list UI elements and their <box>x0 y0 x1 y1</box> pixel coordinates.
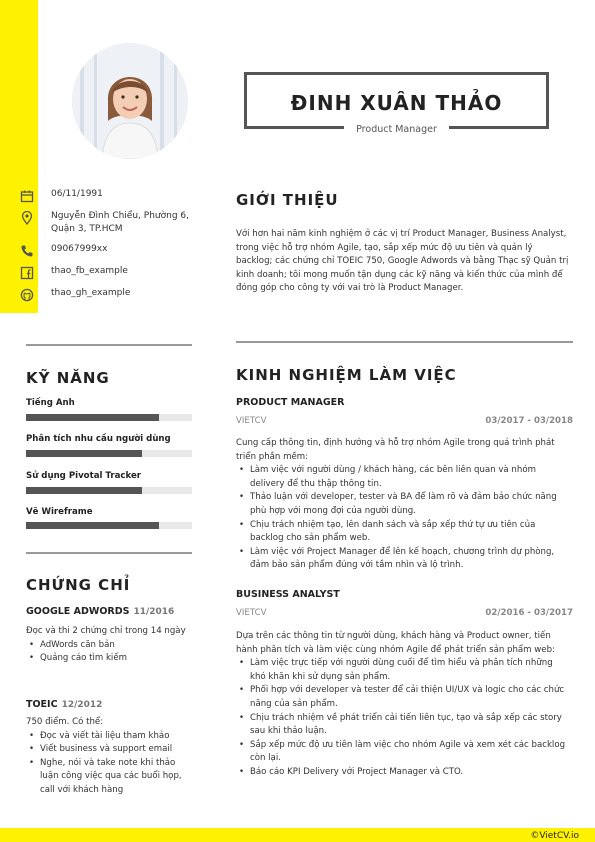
list-item: • Báo cáo KPI Delivery với Project Manager và CTO. <box>236 766 570 780</box>
list-item: • Làm việc trực tiếp với người dùng cuối để tìm hiểu và phân tích những khó khăn khi sử dụng sản phẩm. <box>236 657 570 684</box>
job-title: BUSINESS ANALYST <box>236 589 340 600</box>
candidate-role: Product Manager <box>344 124 449 135</box>
footer-brand: ©VietCV.io <box>530 831 579 841</box>
job-body <box>236 437 570 573</box>
skills-heading: KỸ NĂNG <box>26 369 110 387</box>
list-item: • Đọc và viết tài liệu tham khảo <box>26 730 196 744</box>
cert-body <box>26 625 192 666</box>
skill-bar <box>26 522 192 529</box>
cert-name: TOEIC <box>26 699 58 710</box>
skill-label: Sử dụng Pivotal Tracker <box>26 471 142 481</box>
list-item: • Chịu trách nhiệm về phát triển cải tiến liên tục, tạo và sắp xếp các story sau khi thảo luận. <box>236 712 570 739</box>
contact-item-facebook[interactable] <box>20 265 200 280</box>
contact-list <box>20 188 200 309</box>
cert-title <box>26 699 102 710</box>
list-item: • Sắp xếp mức độ ưu tiên làm việc cho nhóm Agile và xem xét các backlog còn lại. <box>236 739 570 766</box>
job-description: Cung cấp thông tin, định hướng và hỗ trợ nhóm Agile trong quá trình phát triển phần mềm: <box>236 438 555 462</box>
intro-divider <box>236 341 573 343</box>
avatar <box>72 43 188 159</box>
contact-item-github[interactable] <box>20 287 200 302</box>
cert-body <box>26 716 196 798</box>
cert-bullets <box>26 639 192 666</box>
intro-heading: GIỚI THIỆU <box>236 191 339 209</box>
job-bullets <box>236 464 570 573</box>
contact-address: Nguyễn Đình Chiểu, Phường 6, Quận 3, TP.HCM <box>51 211 189 234</box>
skill-bar-fill <box>26 522 159 529</box>
list-item: • Quảng cáo tìm kiếm <box>26 652 192 666</box>
cert-description: Đọc và thi 2 chứng chỉ trong 14 ngày <box>26 626 186 636</box>
skill-label: Vẽ Wireframe <box>26 507 93 517</box>
skill-label: Tiếng Anh <box>26 398 75 408</box>
list-item: • AdWords căn bản <box>26 639 192 653</box>
job-title: PRODUCT MANAGER <box>236 397 345 408</box>
cert-bullets <box>26 730 196 798</box>
skill-bar <box>26 487 192 494</box>
cert-title <box>26 606 174 617</box>
facebook-icon <box>20 266 34 280</box>
cert-date: 11/2016 <box>133 607 175 617</box>
list-item: • Nghe, nói và take note khi thảo luận công việc qua các buổi họp, call với khách hàng <box>26 757 196 798</box>
candidate-name: ĐINH XUÂN THẢO <box>290 91 503 115</box>
profile-photo <box>72 43 188 159</box>
experience-heading: KINH NGHIỆM LÀM VIỆC <box>236 366 457 384</box>
job-period: 02/2016 - 03/2017 <box>485 608 573 618</box>
skill-bar-fill <box>26 450 142 457</box>
cert-date: 12/2012 <box>61 700 103 710</box>
job-body <box>236 630 570 780</box>
skill-bar <box>26 414 192 421</box>
skills-divider-bottom <box>26 552 192 554</box>
list-item: • Phối hợp với developer và tester để cải thiện UI/UX và logic cho các chức năng của sản phẩm. <box>236 684 570 711</box>
job-company: VIETCV <box>236 608 267 618</box>
job-period: 03/2017 - 03/2018 <box>485 416 573 426</box>
contact-item-address <box>20 210 200 236</box>
skills-divider-top <box>26 344 192 346</box>
cert-description: 750 điểm. Có thể: <box>26 717 104 727</box>
contact-facebook: thao_fb_example <box>51 266 128 276</box>
contact-birthday: 06/11/1991 <box>51 189 103 199</box>
list-item: • Viết business và support email <box>26 743 196 757</box>
list-item: • Làm việc với người dùng / khách hàng, các bên liên quan và nhóm delivery để thu thập thông tin. <box>236 464 570 491</box>
github-icon <box>20 288 34 302</box>
skill-label: Phân tích nhu cầu người dùng <box>26 434 171 444</box>
location-pin-icon <box>20 211 34 225</box>
calendar-icon <box>20 189 34 203</box>
intro-text: Với hơn hai năm kinh nghiệm ở các vị trí Product Manager, Business Analyst, trong việc hỗ trợ nhóm Agile, tạo, sắp xếp mức độ ưu tiên và quản lý backlog; các chứng chỉ TOEIC 750, Google Adwords và bằng Thạc sỹ Quản trị kinh doanh; tôi mong muốn tận dụng các kỹ năng và kiến thức của mình để đóng góp cho công ty với vai trò là Product Manager. <box>236 229 569 294</box>
job-description: Dựa trên các thông tin từ người dùng, khách hàng và Product owner, tiến hành phân tích và làm việc cùng nhóm Agile để phát triển sản phẩm web: <box>236 631 555 655</box>
contact-item-birthday <box>20 188 200 203</box>
contact-github: thao_gh_example <box>51 288 131 298</box>
contact-item-phone <box>20 243 200 258</box>
footer-bar <box>0 828 595 842</box>
role-wrap <box>244 117 549 136</box>
list-item: • Làm việc với Project Manager để lên kế hoạch, chương trình dự phòng, đảm bảo sản phẩm đúng với tầm nhìn và lộ trình. <box>236 546 570 573</box>
skill-bar-fill <box>26 414 159 421</box>
skill-bar <box>26 450 192 457</box>
cert-name: GOOGLE ADWORDS <box>26 606 130 617</box>
job-bullets <box>236 657 570 779</box>
list-item: • Chịu trách nhiệm tạo, lên danh sách và sắp xếp thứ tự ưu tiên của backlog cho sản phẩm web. <box>236 519 570 546</box>
list-item: • Thảo luận với developer, tester và BA để làm rõ và đảm bảo chức năng phù hợp với mong đợi của người dùng. <box>236 491 570 518</box>
job-company: VIETCV <box>236 416 267 426</box>
certificates-heading: CHỨNG CHỈ <box>26 576 131 594</box>
skill-bar-fill <box>26 487 142 494</box>
phone-icon <box>20 244 34 258</box>
contact-phone: 09067999xx <box>51 244 108 254</box>
